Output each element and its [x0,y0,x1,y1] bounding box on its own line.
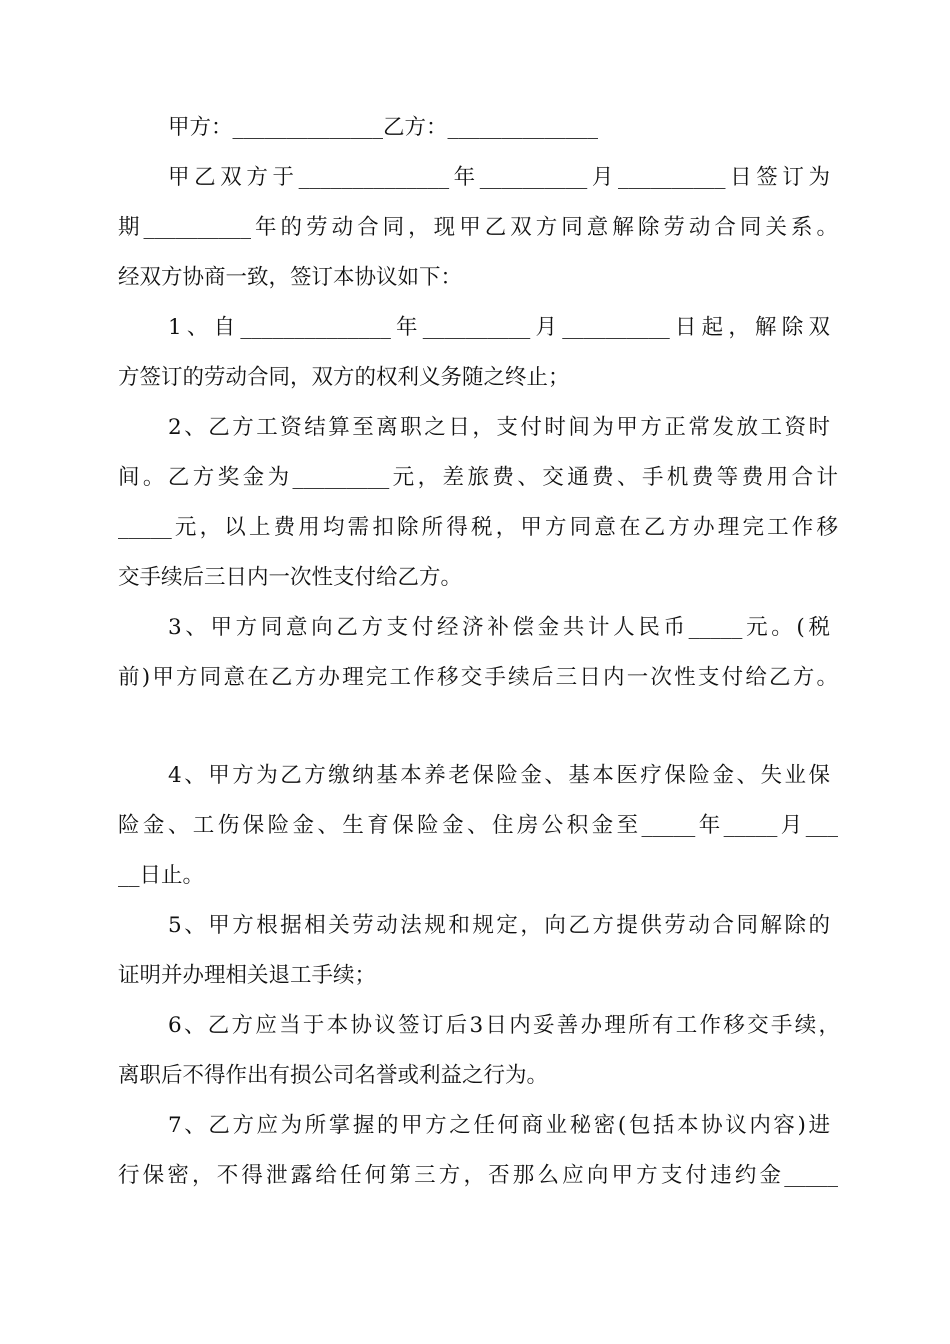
clause-5-line: 5、甲方根据相关劳动法规和规定，向乙方提供劳动合同解除的 [168,913,830,938]
clause-4-line: __日止。 [118,863,205,888]
clause-7-line: 7、乙方应为所掌握的甲方之任何商业秘密(包括本协议内容)进 [168,1113,830,1138]
clause-3-line: 3、甲方同意向乙方支付经济补偿金共计人民币_____元。(税 [168,615,830,640]
clause-2-line: 交手续后三日内一次性支付给乙方。 [118,565,463,590]
paragraph-line: 甲乙双方于______________年__________月__________日签订为 [168,165,830,190]
clause-4-line: 4、甲方为乙方缴纳基本养老保险金、基本医疗保险金、失业保 [168,763,830,788]
clause-2-line: _____元，以上费用均需扣除所得税，甲方同意在乙方办理完工作移 [118,515,838,540]
paragraph-line: 期__________年的劳动合同，现甲乙双方同意解除劳动合同关系。 [118,215,838,240]
paragraph-line: 经双方协商一致，签订本协议如下： [118,265,463,290]
clause-2-line: 2、乙方工资结算至离职之日，支付时间为甲方正常发放工资时 [168,415,830,440]
clause-7-line: 行保密，不得泄露给任何第三方，否那么应向甲方支付违约金_____ [118,1163,838,1188]
clause-5-line: 证明并办理相关退工手续； [118,963,377,988]
clause-4-line: 险金、工伤保险金、生育保险金、住房公积金至_____年_____月___ [118,813,838,838]
clause-1-line: 1、自______________年__________月__________日起，解除双 [168,315,830,340]
clause-6-line: 离职后不得作出有损公司名誉或利益之行为。 [118,1063,549,1088]
party-line: 甲方：______________乙方：______________ [168,115,599,140]
clause-6-line: 6、乙方应当于本协议签订后3日内妥善办理所有工作移交手续， [168,1013,840,1038]
clause-3-line: 前)甲方同意在乙方办理完工作移交手续后三日内一次性支付给乙方。 [118,665,838,690]
clause-2-line: 间。乙方奖金为_________元，差旅费、交通费、手机费等费用合计 [118,465,838,490]
clause-1-line: 方签订的劳动合同，双方的权利义务随之终止； [118,365,570,390]
